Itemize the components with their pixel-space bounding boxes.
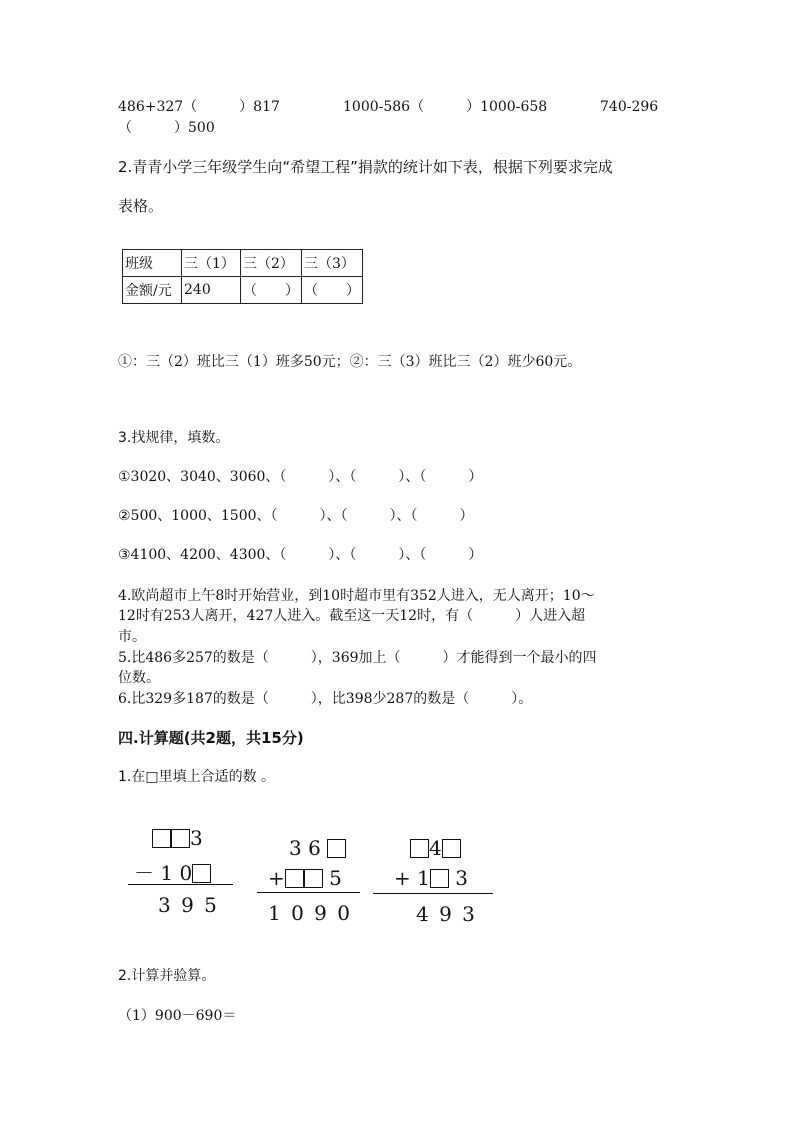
result-digits: 1 0 9 0	[268, 901, 352, 925]
q4-line1: 4.欧尚超市上午8时开始营业，到10时超市里有352人进入，无人离开；10～	[118, 588, 595, 604]
blank-box[interactable]	[171, 829, 190, 848]
digits: 3 6	[289, 836, 321, 860]
table-cell-blank[interactable]: （ ）	[241, 277, 302, 304]
q5-line1: 5.比486多257的数是（ ），369加上（ ）才能得到一个最小的四	[118, 650, 597, 666]
section-4-q2-item1: （1）900－690＝	[118, 1008, 237, 1024]
subtrahend-digits: － 1 0	[134, 861, 193, 885]
result-line	[373, 893, 493, 894]
blank-box[interactable]	[285, 869, 304, 888]
digit: 5	[329, 866, 342, 890]
blank-box[interactable]	[192, 864, 211, 883]
q6-line1: 6.比329多187的数是（ ），比398少287的数是（ ）。	[118, 691, 533, 707]
digit: 3	[455, 866, 468, 890]
table-header-cell: 三（2）	[241, 250, 302, 277]
q3-row-3: ③4100、4200、4300、（ ）、（ ）、（ ）	[118, 547, 483, 563]
plus-sign: +	[268, 866, 285, 890]
table-header-row	[123, 250, 363, 277]
blank-box[interactable]	[152, 829, 171, 848]
section-4-q2-title: 2.计算并验算。	[118, 968, 216, 984]
q4-line3: 市。	[118, 629, 146, 645]
q3-title: 3.找规律，填数。	[118, 430, 230, 446]
blank-box[interactable]	[442, 839, 461, 858]
table-header-cell: 三（3）	[302, 250, 363, 277]
result-line	[128, 884, 233, 885]
q3-row-1: ①3020、3040、3060、（ ）、（ ）、（ ）	[118, 469, 483, 485]
result-line	[257, 892, 360, 893]
digit: 4	[429, 836, 442, 860]
section-4-title: 四.计算题(共2题，共15分)	[118, 729, 304, 747]
blank-box[interactable]	[304, 869, 323, 888]
result-digits: 3 9 5	[158, 893, 219, 917]
table-row	[123, 277, 363, 304]
compare-2: 1000-586（ ）1000-658	[343, 99, 548, 115]
donation-table	[122, 249, 363, 304]
q2-conditions: ①：三（2）班比三（1）班多50元；②：三（3）班比三（2）班少60元。	[118, 354, 582, 370]
blank-box[interactable]	[327, 839, 346, 858]
section-4-q1-title: 1.在□里填上合适的数 。	[118, 769, 276, 785]
table-cell: 金额/元	[123, 277, 182, 304]
q2-text-line1: 2.青青小学三年级学生向“希望工程”捐款的统计如下表，根据下列要求完成	[118, 158, 613, 176]
q3-row-2: ②500、1000、1500、（ ）、（ ）、（ ）	[118, 508, 474, 524]
q4-line2: 12时有253人离开，427人进入。截至这一天12时，有（ ）人进入超	[118, 608, 586, 624]
table-cell-blank[interactable]: （ ）	[302, 277, 363, 304]
table-header-cell: 三（1）	[182, 250, 241, 277]
compare-1: 486+327（ ）817	[118, 99, 280, 115]
digit: 3	[190, 826, 203, 850]
table-header-cell: 班级	[123, 250, 182, 277]
table-cell: 240	[182, 277, 241, 304]
compare-3: 740-296	[600, 99, 659, 115]
blank-box[interactable]	[430, 869, 449, 888]
result-digits: 4 9 3	[416, 902, 477, 926]
blank-box[interactable]	[410, 839, 429, 858]
q2-text-line2: 表格。	[118, 197, 164, 215]
addend-digits: + 1	[394, 866, 430, 890]
compare-3-continued: （ ）500	[118, 120, 215, 136]
q5-line2: 位数。	[118, 670, 160, 686]
